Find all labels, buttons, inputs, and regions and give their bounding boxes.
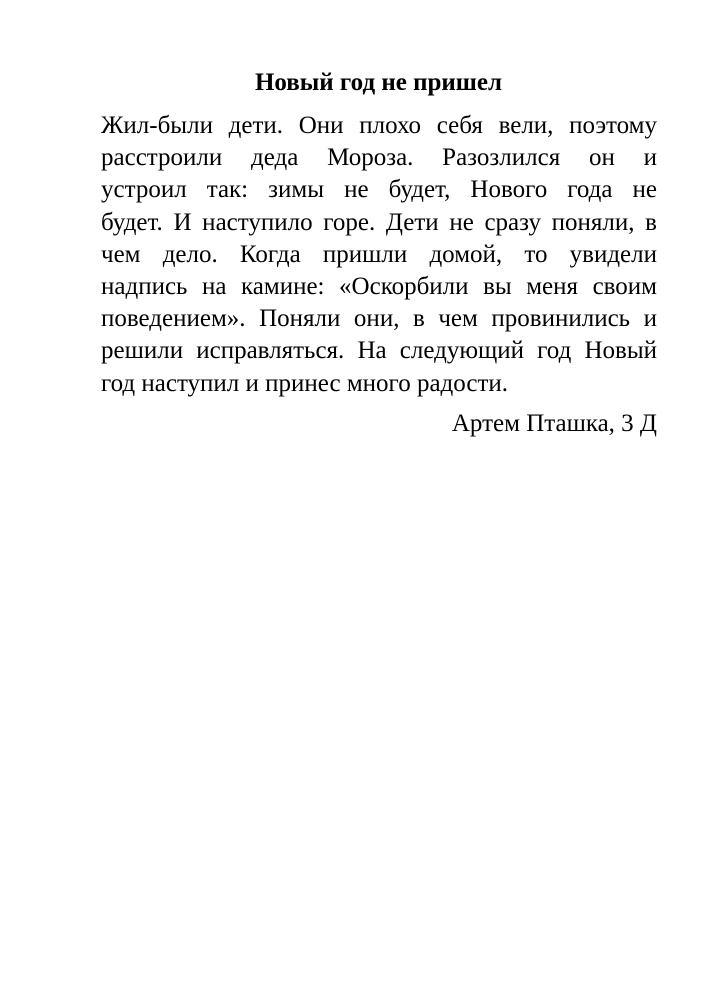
story-line: Жил-были дети. Они плохо себя вели, поэтому: [101, 112, 657, 139]
story-line: будет. И наступило горе. Дети не сразу поняли, в: [101, 208, 657, 236]
story-line: устроил так: зимы не будет, Нового года не: [101, 176, 657, 204]
story-line: расстроили деда Мороза. Разозлился он и: [101, 144, 657, 172]
story-line: чем дело. Когда пришли домой, то увидели: [101, 240, 657, 268]
story-line: надпись на камине: «Оскорбили вы меня своим: [101, 273, 657, 301]
story-title: Новый год не пришел: [254, 69, 503, 96]
story-line: год наступил и принес много радости.: [101, 369, 509, 397]
story-line: поведением». Поняли они, в чем провинились и: [101, 305, 657, 333]
story-body: [101, 110, 657, 400]
author-signature: Артем Пташка, 3 Д: [451, 410, 657, 437]
story-line: решили исправляться. На следующий год Новый: [101, 337, 657, 365]
